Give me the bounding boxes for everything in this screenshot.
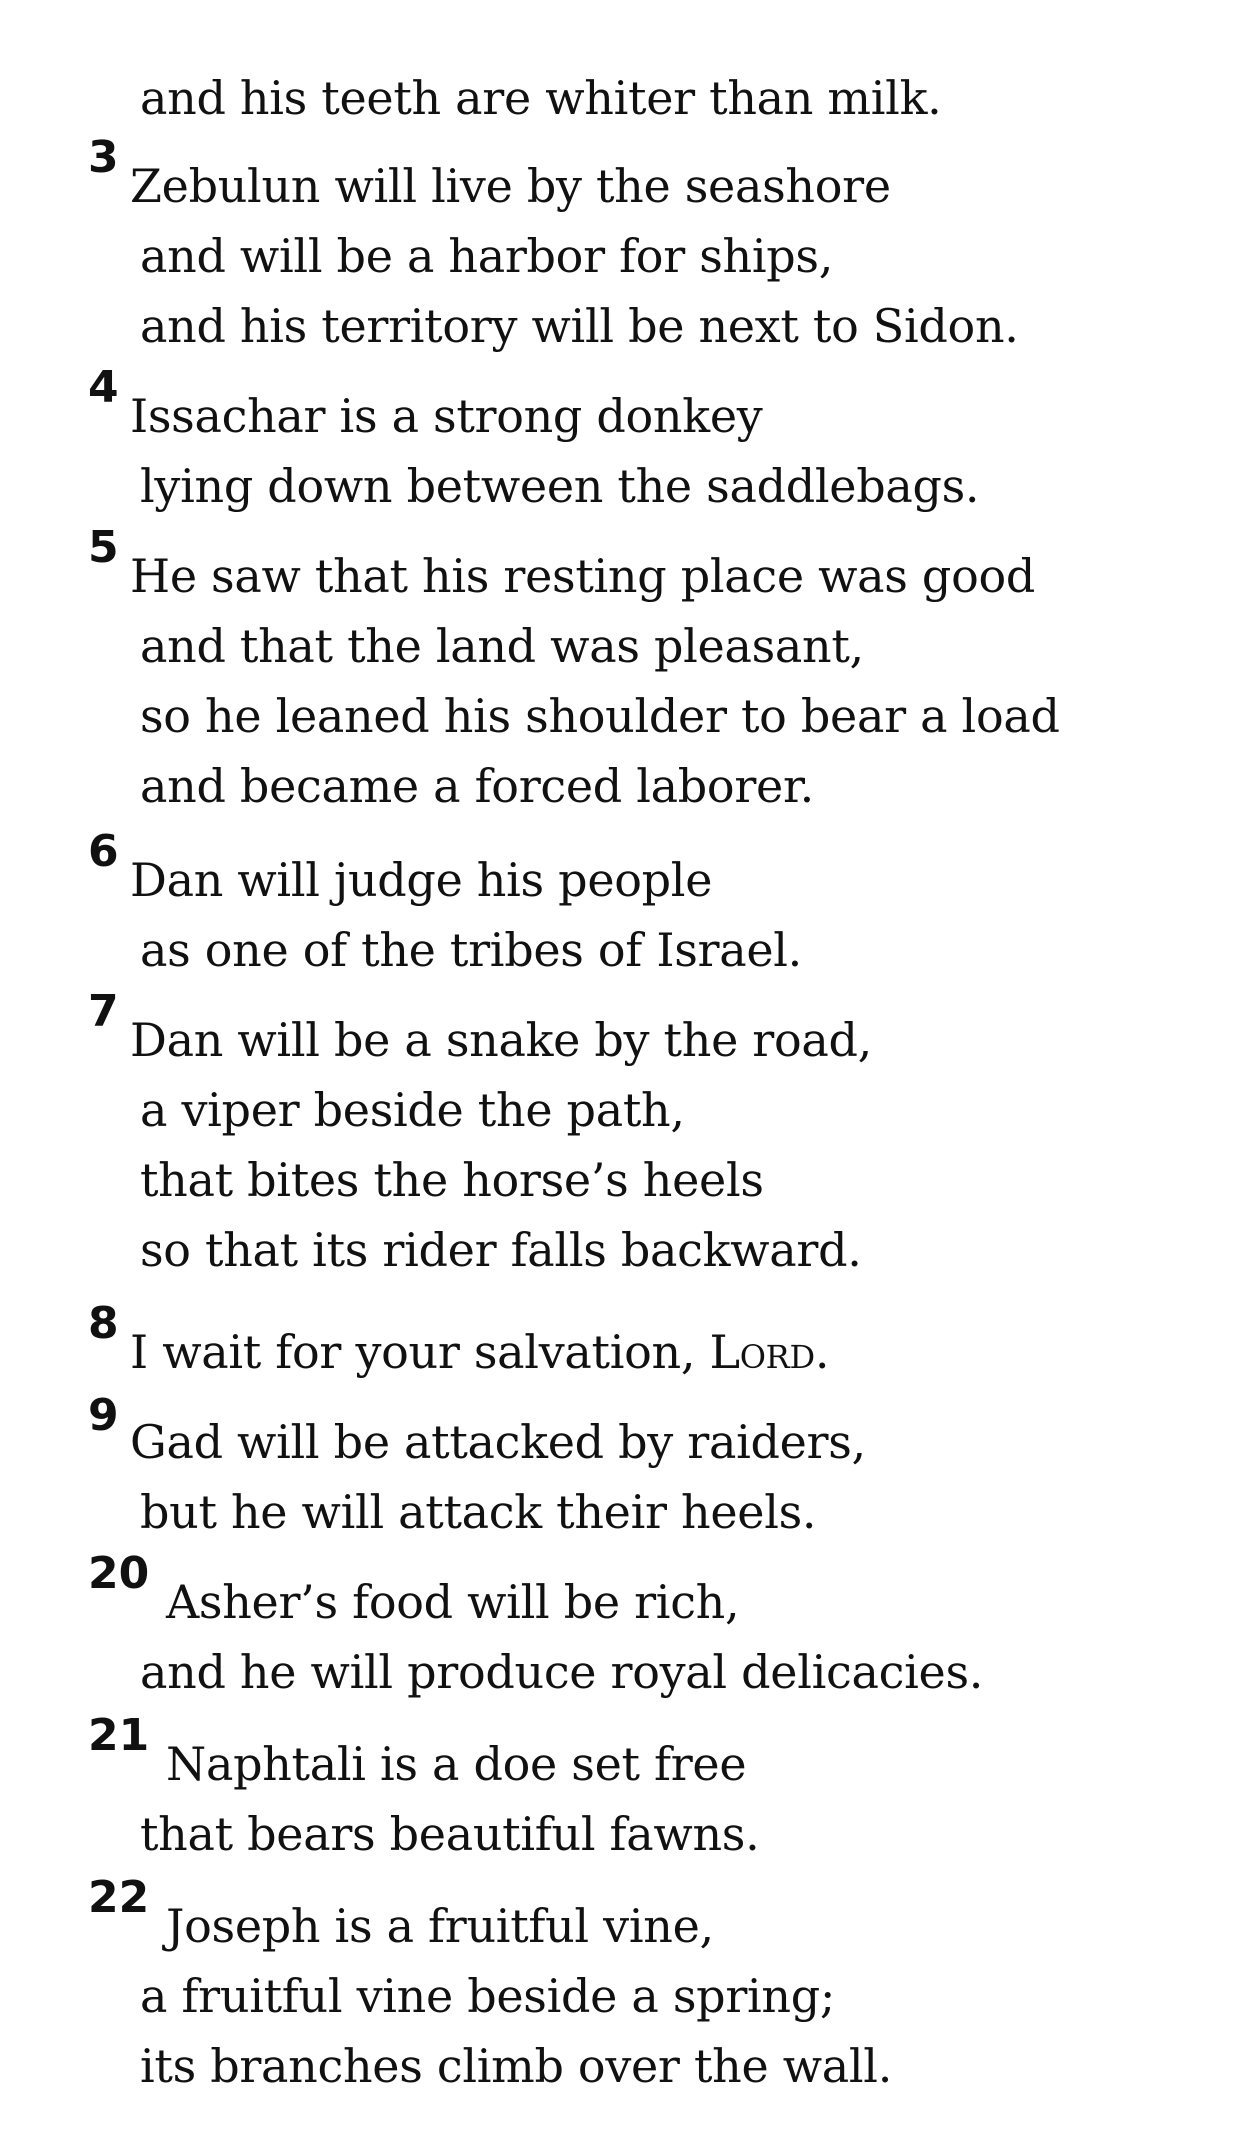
verse-line: [130, 1324, 829, 1380]
verse-line: and his teeth are whiter than milk.: [140, 71, 942, 125]
verse-line: and he will produce royal delicacies.: [140, 1645, 984, 1699]
verse-line: Dan will be a snake by the road,: [130, 1013, 872, 1067]
verse-number: 6: [88, 826, 119, 877]
verse-line: so he leaned his shoulder to bear a load: [140, 689, 1060, 743]
verse-number: 9: [88, 1390, 119, 1441]
verse-number: 4: [88, 362, 119, 413]
verse-line: so that its rider falls backward.: [140, 1223, 862, 1277]
verse-text: I wait for your salvation,: [130, 1325, 710, 1379]
verse-line: lying down between the saddlebags.: [140, 459, 980, 513]
verse-line: Dan will judge his people: [130, 853, 713, 907]
verse-line: Joseph is a fruitful vine,: [166, 1899, 714, 1953]
verse-number: 22: [88, 1872, 150, 1923]
verse-line: He saw that his resting place was good: [130, 549, 1036, 603]
verse-line: its branches climb over the wall.: [140, 2039, 893, 2093]
verse-line: a viper beside the path,: [140, 1083, 685, 1137]
verse-line: Asher’s food will be rich,: [166, 1575, 740, 1629]
verse-line: and will be a harbor for ships,: [140, 229, 834, 283]
verse-line: that bears beautiful fawns.: [140, 1807, 760, 1861]
verse-line: and his territory will be next to Sidon.: [140, 299, 1019, 353]
verse-number: 8: [88, 1298, 119, 1349]
verse-line: a fruitful vine beside a spring;: [140, 1969, 836, 2023]
verse-number: 3: [88, 132, 119, 183]
verse-number: 20: [88, 1548, 150, 1599]
verse-number: 7: [88, 986, 119, 1037]
verse-line: as one of the tribes of Israel.: [140, 923, 802, 977]
verse-line: and that the land was pleasant,: [140, 619, 864, 673]
verse-text: .: [814, 1325, 830, 1379]
verse-line: and became a forced laborer.: [140, 759, 814, 813]
verse-line: Zebulun will live by the seashore: [130, 159, 891, 213]
verse-line: that bites the horse’s heels: [140, 1153, 764, 1207]
divine-name: Lord: [709, 1325, 815, 1379]
verse-line: Gad will be attacked by raiders,: [130, 1415, 866, 1469]
verse-number: 5: [88, 522, 119, 573]
verse-line: Issachar is a strong donkey: [130, 389, 763, 443]
verse-line: Naphtali is a doe set free: [166, 1737, 747, 1791]
verse-number: 21: [88, 1710, 150, 1761]
verse-line: but he will attack their heels.: [140, 1485, 817, 1539]
